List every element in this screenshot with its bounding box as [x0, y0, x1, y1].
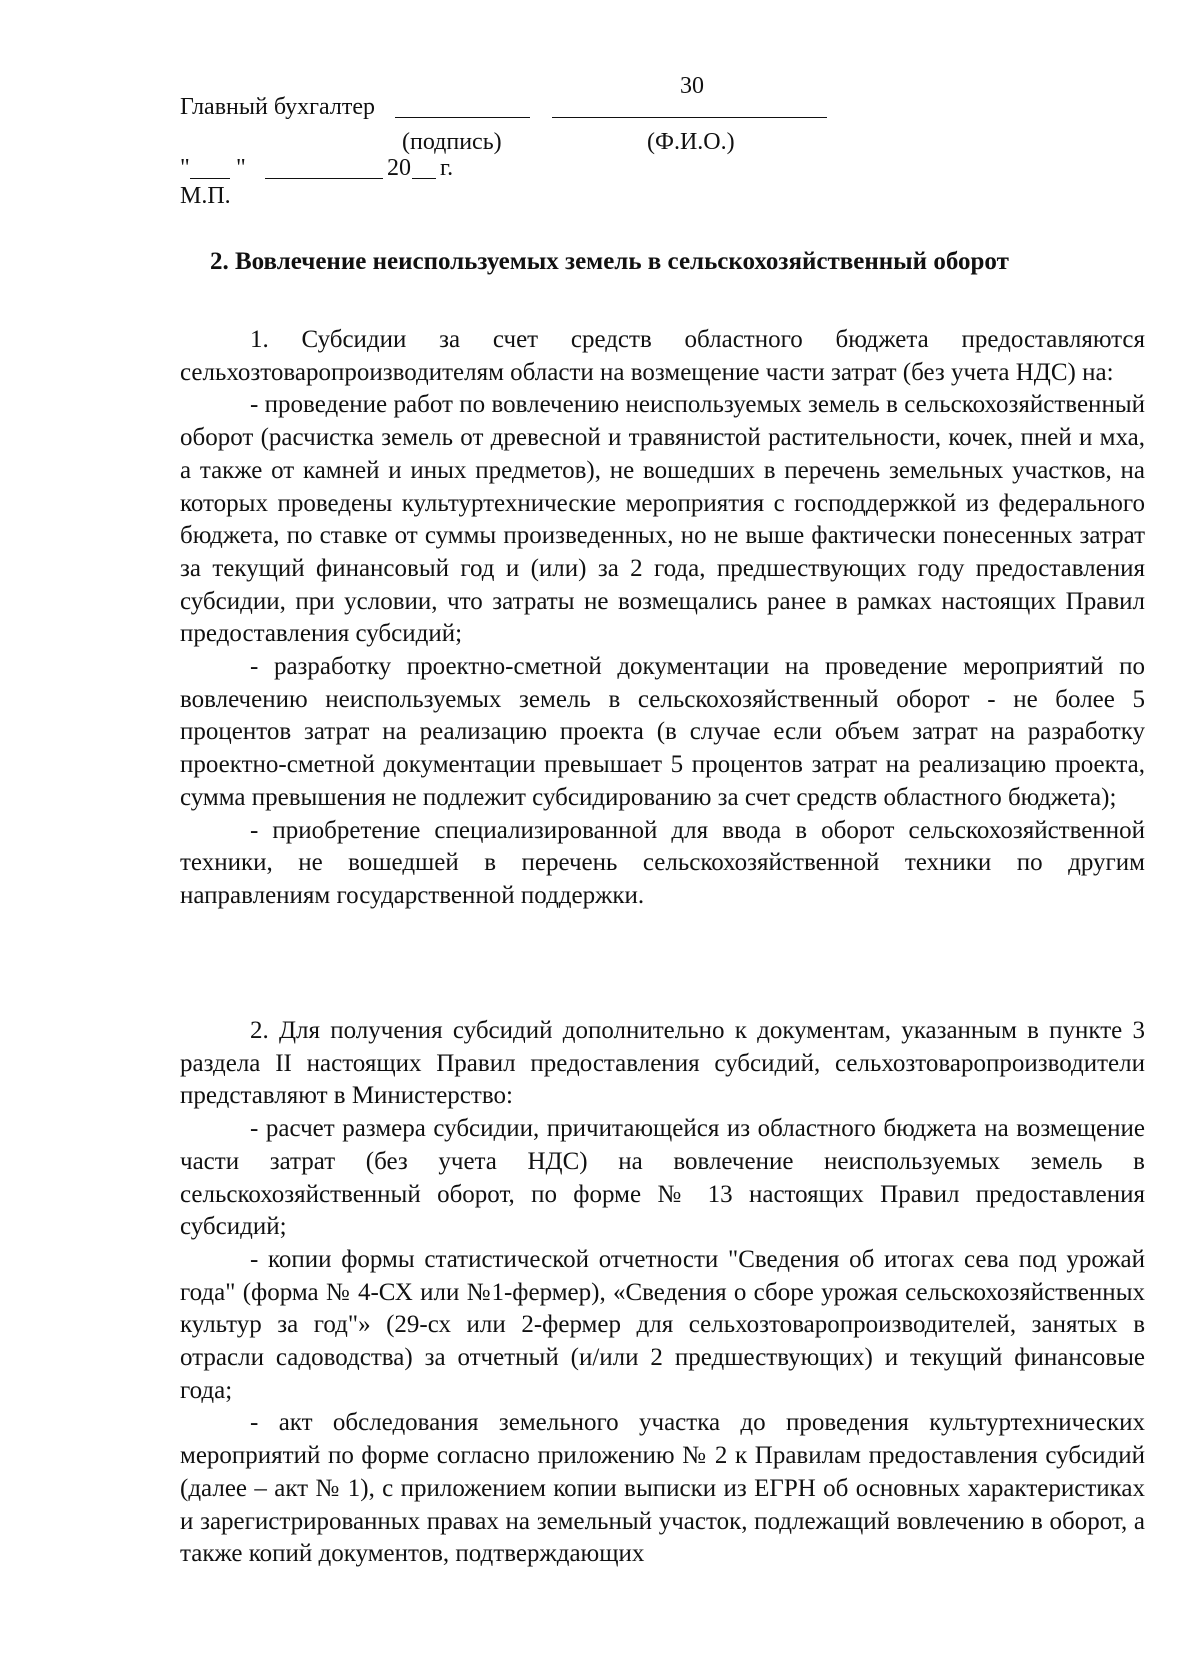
section-title: 2. Вовлечение неиспользуемых земель в сельскохозяйственный оборот — [210, 248, 1009, 275]
date-month-line — [265, 178, 383, 179]
paragraph-2: 2. Для получения субсидий дополнительно к документам, указанным в пункте 3 раздела II настоящих Правил предоставления субсидий, сельхозтоваропроизводители представляют в Министерство: — [180, 1017, 1145, 1110]
date-year-suffix: г. — [440, 155, 454, 181]
section-1-text — [180, 324, 1145, 913]
paragraph-1: 1. Субсидии за счет средств областного бюджета предоставляются сельхозтоваропроизводителям области на возмещение части затрат (без учета НДС) на: — [180, 326, 1145, 386]
page-number: 30 — [680, 73, 704, 99]
chief-accountant-label: Главный бухгалтер — [180, 94, 375, 120]
date-day-line — [190, 178, 230, 179]
list-item-inspection-act: - акт обследования земельного участка до проведения культуртехнических мероприятий по форме согласно приложению № 2 к Правилам предоставления субсидий (далее – акт № 1), с приложением копии выписки из ЕГРН об основных характеристиках и зарегистрированных правах на земельный участок, подлежащий вовлечению в оборот, а также копий документов, подтверждающих — [180, 1409, 1145, 1568]
list-item-statistics: - копии формы статистической отчетности "Сведения об итогах сева под урожай года" (форма № 4-СХ или №1-фермер), «Сведения о сборе урожая сельскохозяйственных культур за год"» (29-сх или 2-фермер для сельхозтоваропроизводителей, занятых в отрасли садоводства) за отчетный (и/или 2 предшествующих) и текущий финансовые года; — [180, 1245, 1145, 1404]
date-quote-open: " — [180, 155, 190, 181]
date-quote-close: " — [236, 155, 246, 181]
name-line — [552, 117, 827, 118]
list-item-project-docs: - разработку проектно-сметной документации на проведение мероприятий по вовлечению неиспользуемых земель в сельскохозяйственный оборот - не более 5 процентов затрат на реализацию проекта (в случае если объем затрат на разработку проектно-сметной документации превышает 5 процентов затрат на реализацию проекта, сумма превышения не подлежит субсидированию за счет средств областного бюджета); — [180, 653, 1145, 811]
signature-caption: (подпись) — [402, 129, 502, 155]
list-item-machinery: - приобретение специализированной для ввода в оборот сельскохозяйственной техники, не вошедшей в перечень сельскохозяйственной техники по другим направлениям государственной поддержки. — [180, 816, 1145, 909]
date-year-line — [412, 178, 436, 179]
signature-line — [395, 117, 530, 118]
list-item-land-works: - проведение работ по вовлечению неиспользуемых земель в сельскохозяйственный оборот (расчистка земель от древесной и травянистой растительности, кочек, пней и мха, а также от камней и иных предметов), не вошедших в перечень земельных участков, на которых проведены культуртехнические мероприятия с господдержкой из федерального бюджета, по ставке от суммы произведенных, но не выше фактически понесенных затрат за текущий финансовый год и (или) за 2 года, предшествующих году предоставления субсидии, при условии, что затраты не возмещались ранее в рамках настоящих Правил предоставления субсидий; — [180, 391, 1145, 648]
date-year-prefix: 20 — [387, 155, 411, 181]
seal-label: М.П. — [180, 183, 231, 209]
name-caption: (Ф.И.О.) — [647, 129, 735, 155]
section-2-text — [180, 1015, 1145, 1571]
list-item-subsidy-calc: - расчет размера субсидии, причитающейся из областного бюджета на возмещение части затрат (без учета НДС) на вовлечение неиспользуемых земель в сельскохозяйственный оборот, по форме № 13 настоящих Правил предоставления субсидий; — [180, 1115, 1145, 1241]
